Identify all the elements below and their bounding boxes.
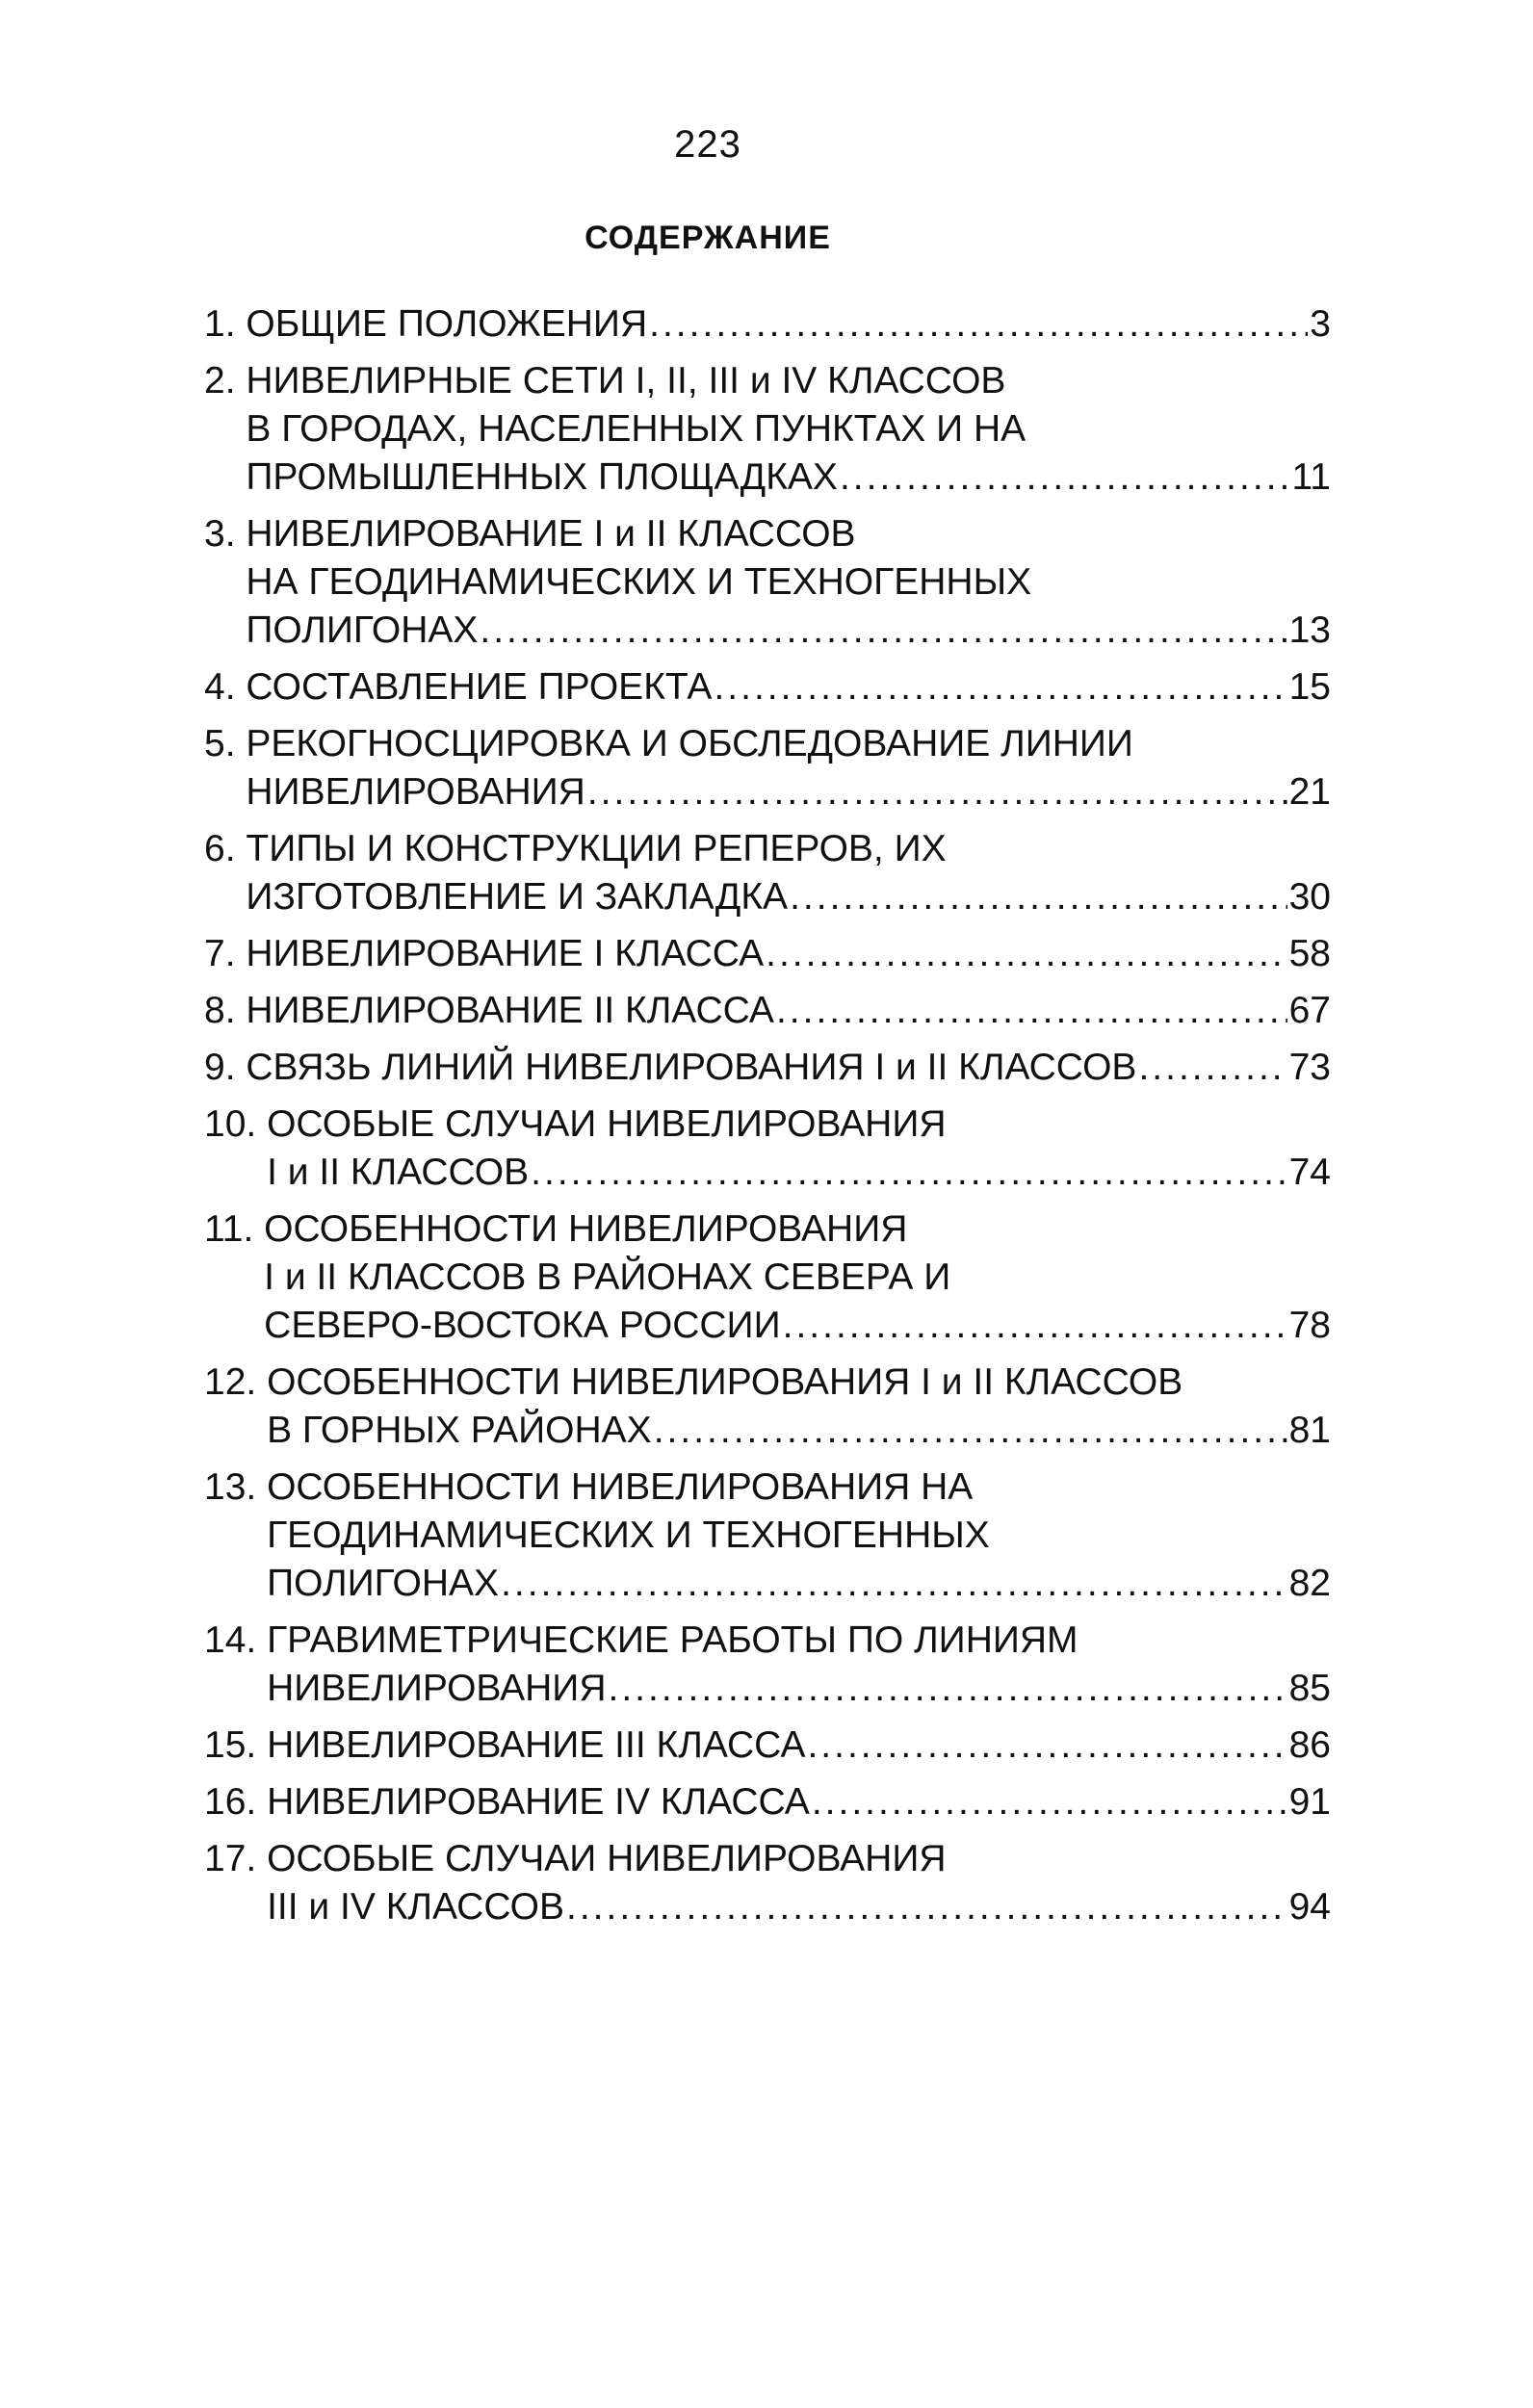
dot-leader xyxy=(766,930,1286,978)
toc-entry-title-line: НИВЕЛИРОВАНИЕ I и II КЛАССОВ xyxy=(246,513,856,555)
toc-entry-title-line: ИЗГОТОВЛЕНИЕ И ЗАКЛАДКА xyxy=(246,876,789,918)
toc-entry-page: 3 xyxy=(1310,303,1331,345)
toc-entry-title-line: НИВЕЛИРОВАНИЕ I КЛАССА xyxy=(246,933,765,974)
toc-entry-last-line xyxy=(264,1302,1331,1350)
toc-entry-title-line: ГРАВИМЕТРИЧЕСКИЕ РАБОТЫ ПО ЛИНИЯМ xyxy=(267,1619,1078,1661)
toc-entry[interactable] xyxy=(204,1100,1331,1197)
dot-leader xyxy=(790,873,1287,921)
dot-leader xyxy=(531,1149,1286,1197)
toc-entry-last-line xyxy=(267,1778,1331,1826)
toc-entry[interactable] xyxy=(204,1205,1331,1350)
table-of-contents xyxy=(204,300,1331,1940)
dot-leader xyxy=(501,1560,1287,1608)
toc-entry-body xyxy=(246,357,1331,502)
toc-entry-last-line xyxy=(246,1044,1331,1092)
toc-entry-number: 11. xyxy=(204,1208,265,1250)
toc-entry[interactable] xyxy=(204,1617,1331,1713)
toc-entry-title-line: НИВЕЛИРНЫЕ СЕТИ I, II, III и IV КЛАССОВ xyxy=(246,360,1006,401)
toc-entry-last-line xyxy=(267,1407,1331,1455)
toc-entry-title-line: ПОЛИГОНАХ xyxy=(246,609,479,651)
toc-entry[interactable] xyxy=(204,1463,1331,1608)
dot-leader xyxy=(812,1778,1287,1826)
dot-leader xyxy=(587,768,1287,816)
toc-entry-page: 15 xyxy=(1288,666,1331,708)
toc-entry[interactable] xyxy=(204,825,1331,921)
toc-entry-page: 67 xyxy=(1288,990,1331,1031)
dot-leader xyxy=(714,663,1286,712)
toc-entry-title-line: СОСТАВЛЕНИЕ ПРОЕКТА xyxy=(246,666,713,708)
toc-entry-title-line: III и IV КЛАССОВ xyxy=(267,1886,564,1928)
toc-entry-page: 94 xyxy=(1288,1886,1331,1928)
toc-entry-title-line: ОСОБЕННОСТИ НИВЕЛИРОВАНИЯ I и II КЛАССОВ xyxy=(267,1361,1183,1403)
dot-leader xyxy=(654,1407,1287,1455)
toc-entry-last-line xyxy=(267,1722,1331,1770)
toc-entry-page: 30 xyxy=(1288,876,1331,918)
toc-entry-title-line: ПОЛИГОНАХ xyxy=(267,1563,500,1604)
page-number: 223 xyxy=(674,123,741,166)
toc-entry-body xyxy=(267,1835,1331,1931)
toc-entry[interactable] xyxy=(204,1722,1331,1770)
toc-entry-number: 17. xyxy=(204,1838,268,1879)
toc-entry-title-line: НИВЕЛИРОВАНИЕ II КЛАССА xyxy=(246,990,774,1031)
toc-entry-body xyxy=(264,1205,1331,1350)
toc-entry[interactable] xyxy=(204,357,1331,502)
toc-entry-body xyxy=(246,930,1331,978)
toc-entry-title-line: ОСОБЕННОСТИ НИВЕЛИРОВАНИЯ НА xyxy=(267,1466,974,1508)
dot-leader xyxy=(840,453,1290,502)
toc-entry[interactable] xyxy=(204,1359,1331,1455)
toc-entry-body xyxy=(267,1463,1331,1608)
dot-leader xyxy=(609,1665,1287,1713)
dot-leader xyxy=(1138,1044,1286,1092)
toc-entry-last-line xyxy=(246,873,1331,921)
toc-entry-number: 1. xyxy=(204,303,247,345)
toc-entry-number: 9. xyxy=(204,1047,247,1088)
toc-entry[interactable] xyxy=(204,663,1331,712)
toc-entry-body xyxy=(246,510,1331,655)
toc-entry-last-line xyxy=(246,987,1331,1035)
toc-entry-body xyxy=(267,1722,1331,1770)
toc-entry-page: 86 xyxy=(1288,1724,1331,1766)
toc-entry-title-line: В ГОРНЫХ РАЙОНАХ xyxy=(267,1410,652,1451)
toc-entry-number: 5. xyxy=(204,723,247,764)
toc-entry-page: 13 xyxy=(1288,609,1331,651)
toc-entry-page: 85 xyxy=(1288,1668,1331,1709)
toc-entry-number: 8. xyxy=(204,990,247,1031)
toc-entry-title-line: НИВЕЛИРОВАНИЯ xyxy=(246,771,585,813)
toc-entry-body xyxy=(246,987,1331,1035)
toc-entry-title-line: НИВЕЛИРОВАНИЕ III КЛАССА xyxy=(267,1724,806,1766)
toc-entry-last-line xyxy=(246,768,1331,816)
dot-leader xyxy=(480,607,1286,655)
toc-entry-last-line xyxy=(246,300,1331,349)
toc-entry-body xyxy=(267,1617,1331,1713)
toc-entry-title-line: ОБЩИЕ ПОЛОЖЕНИЯ xyxy=(246,303,648,345)
toc-entry-body xyxy=(246,720,1331,816)
toc-entry-page: 82 xyxy=(1288,1563,1331,1604)
toc-entry[interactable] xyxy=(204,987,1331,1035)
toc-entry-page: 78 xyxy=(1288,1305,1331,1346)
toc-entry-number: 10. xyxy=(204,1103,268,1145)
toc-entry-number: 14. xyxy=(204,1619,268,1661)
toc-entry-title-line: ОСОБЕННОСТИ НИВЕЛИРОВАНИЯ xyxy=(264,1208,908,1250)
toc-entry-title-line: В ГОРОДАХ, НАСЕЛЕННЫХ ПУНКТАХ И НА xyxy=(246,408,1026,450)
page-title: СОДЕРЖАНИЕ xyxy=(585,220,831,256)
toc-entry[interactable] xyxy=(204,510,1331,655)
toc-entry-number: 2. xyxy=(204,360,247,401)
toc-entry[interactable] xyxy=(204,930,1331,978)
toc-entry-title-line: ОСОБЫЕ СЛУЧАИ НИВЕЛИРОВАНИЯ xyxy=(267,1838,947,1879)
toc-entry-last-line xyxy=(267,1883,1331,1931)
toc-entry-body xyxy=(246,825,1331,921)
toc-entry-body xyxy=(267,1359,1331,1455)
toc-entry-title-line: НИВЕЛИРОВАНИЯ xyxy=(267,1668,607,1709)
toc-entry-title-line: ПРОМЫШЛЕННЫХ ПЛОЩАДКАХ xyxy=(246,456,838,498)
toc-entry-title-line: I и II КЛАССОВ В РАЙОНАХ СЕВЕРА И xyxy=(264,1256,951,1298)
toc-entry-number: 7. xyxy=(204,933,247,974)
toc-entry-title-line: I и II КЛАССОВ xyxy=(267,1152,530,1193)
toc-entry-body xyxy=(267,1100,1331,1197)
toc-entry-title-line: СВЯЗЬ ЛИНИЙ НИВЕЛИРОВАНИЯ I и II КЛАССОВ xyxy=(246,1047,1137,1088)
dot-leader xyxy=(566,1883,1287,1931)
toc-entry-page: 91 xyxy=(1288,1781,1331,1823)
toc-entry-number: 15. xyxy=(204,1724,268,1766)
toc-entry-title-line: НА ГЕОДИНАМИЧЕСКИХ И ТЕХНОГЕННЫХ xyxy=(246,561,1032,603)
toc-entry-page: 11 xyxy=(1291,456,1331,498)
toc-entry-title-line: ОСОБЫЕ СЛУЧАИ НИВЕЛИРОВАНИЯ xyxy=(267,1103,947,1145)
toc-entry-page: 74 xyxy=(1288,1152,1331,1193)
toc-entry-body xyxy=(246,300,1331,349)
toc-entry[interactable] xyxy=(204,720,1331,816)
toc-entry-number: 4. xyxy=(204,666,247,708)
toc-entry-title-line: ТИПЫ И КОНСТРУКЦИИ РЕПЕРОВ, ИХ xyxy=(246,828,947,869)
toc-entry-page: 21 xyxy=(1288,771,1331,813)
toc-entry-body xyxy=(267,1778,1331,1826)
toc-entry-page: 73 xyxy=(1288,1047,1331,1088)
toc-entry-title-line: РЕКОГНОСЦИРОВКА И ОБСЛЕДОВАНИЕ ЛИНИИ xyxy=(246,723,1133,764)
toc-entry-last-line xyxy=(246,607,1331,655)
dot-leader xyxy=(783,1302,1287,1350)
toc-entry[interactable] xyxy=(204,1044,1331,1092)
toc-entry-body xyxy=(246,1044,1331,1092)
toc-entry-body xyxy=(246,663,1331,712)
toc-entry-last-line xyxy=(246,453,1331,502)
toc-entry-page: 58 xyxy=(1288,933,1331,974)
toc-entry-number: 13. xyxy=(204,1466,268,1508)
dot-leader xyxy=(649,300,1308,349)
toc-entry[interactable] xyxy=(204,1778,1331,1826)
toc-entry-page: 81 xyxy=(1288,1410,1331,1451)
toc-entry-title-line: СЕВЕРО-ВОСТОКА РОССИИ xyxy=(264,1305,781,1346)
dot-leader xyxy=(776,987,1287,1035)
toc-entry-title-line: ГЕОДИНАМИЧЕСКИХ И ТЕХНОГЕННЫХ xyxy=(267,1515,990,1556)
toc-entry-title-line: НИВЕЛИРОВАНИЕ IV КЛАССА xyxy=(267,1781,810,1823)
toc-entry-last-line xyxy=(267,1560,1331,1608)
toc-entry-number: 6. xyxy=(204,828,247,869)
toc-entry-number: 3. xyxy=(204,513,247,555)
toc-entry-last-line xyxy=(246,663,1331,712)
toc-entry-number: 16. xyxy=(204,1781,268,1823)
dot-leader xyxy=(807,1722,1286,1770)
toc-entry-last-line xyxy=(267,1665,1331,1713)
toc-entry-number: 12. xyxy=(204,1361,268,1403)
toc-entry[interactable] xyxy=(204,1835,1331,1931)
toc-entry-last-line xyxy=(267,1149,1331,1197)
toc-entry-last-line xyxy=(246,930,1331,978)
toc-entry[interactable] xyxy=(204,300,1331,349)
